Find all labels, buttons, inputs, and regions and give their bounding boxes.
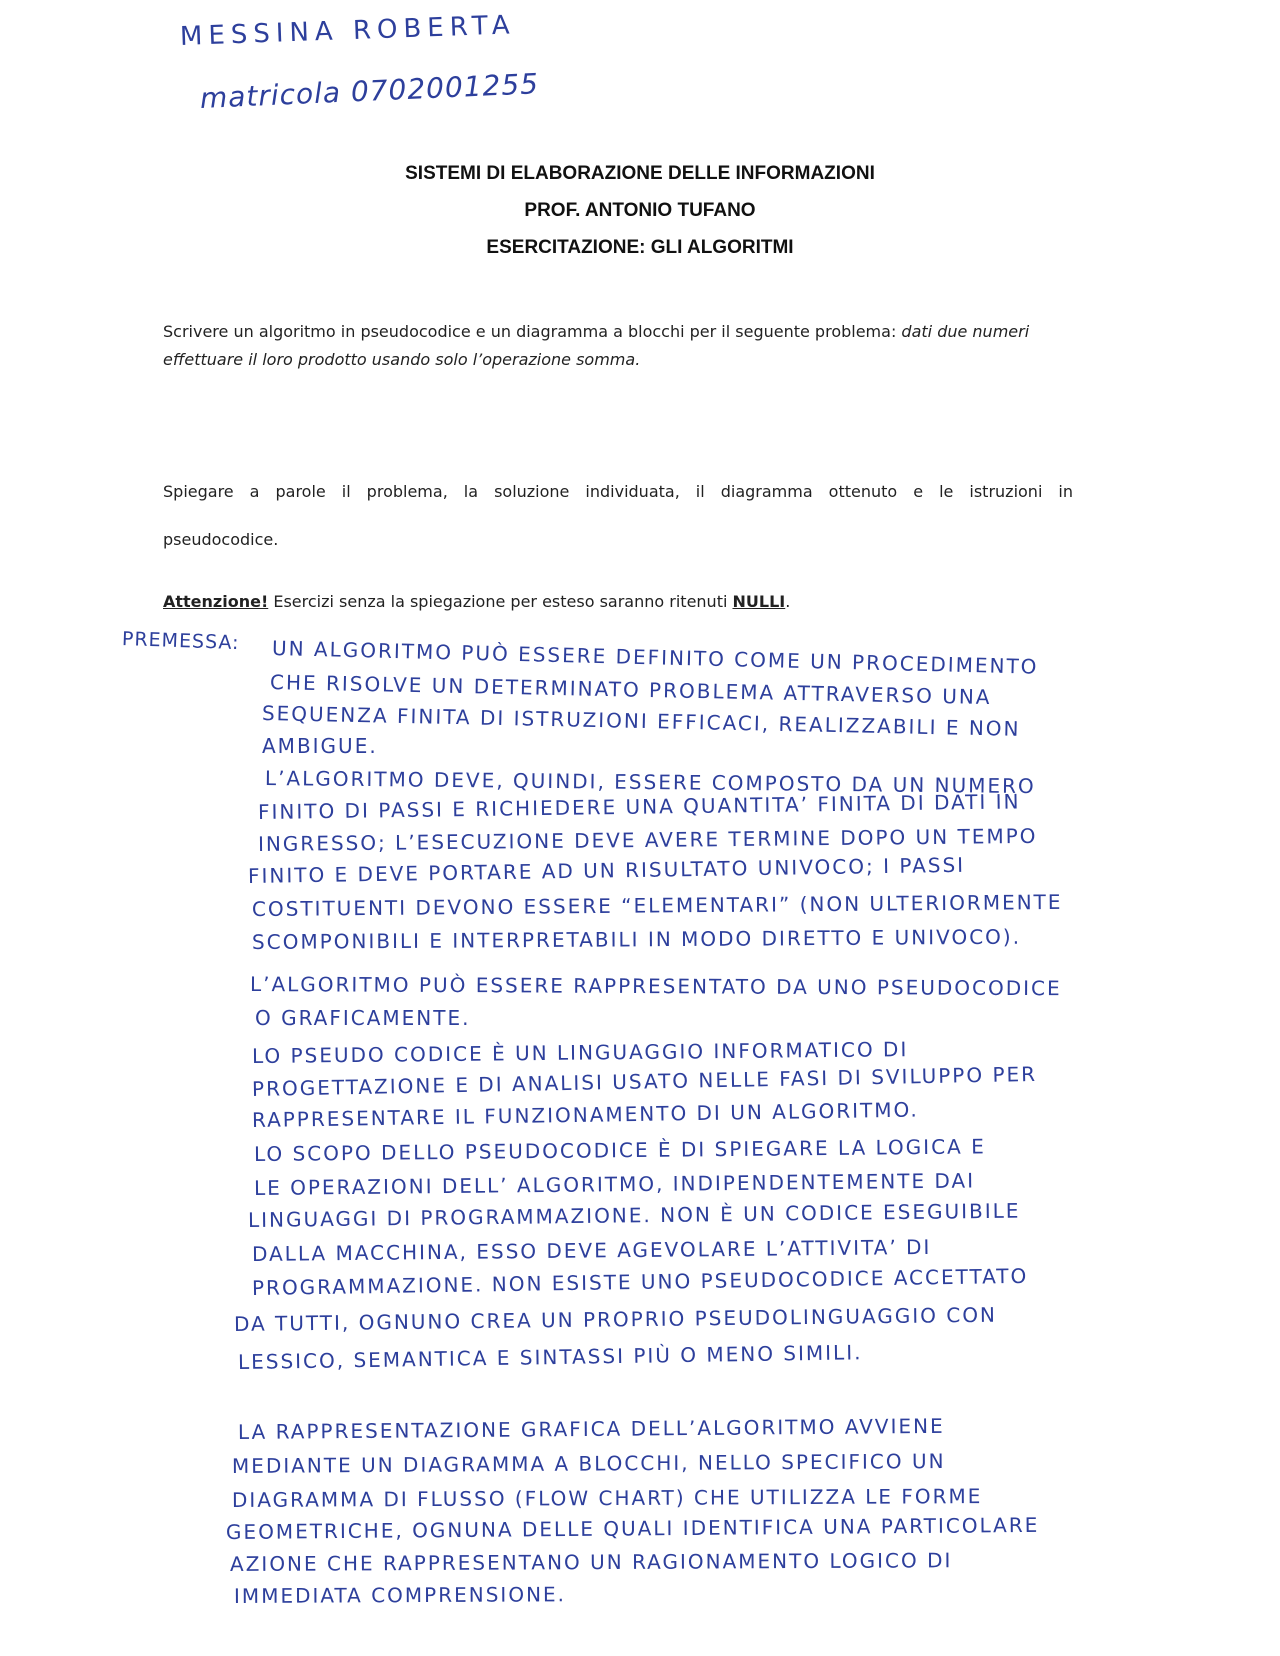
warning-notice	[163, 592, 790, 611]
task-intro: Scrivere un algoritmo in pseudocodice e un diagramma a blocchi per il seguente problema:	[163, 322, 902, 341]
answer-line: GEOMETRICHE, OGNUNA DELLE QUALI IDENTIFICA UNA PARTICOLARE	[225, 1512, 1040, 1544]
warning-text: Esercizi senza la spiegazione per esteso saranno ritenuti	[268, 592, 733, 611]
course-title: SISTEMI DI ELABORAZIONE DELLE INFORMAZIONI	[405, 163, 875, 184]
warning-attention: Attenzione!	[163, 592, 269, 611]
answer-line: DALLA MACCHINA, ESSO DEVE AGEVOLARE L’ATTIVITA’ DI	[251, 1234, 932, 1266]
answer-line: DIAGRAMMA DI FLUSSO (FLOW CHART) CHE UTILIZZA LE FORME	[231, 1484, 983, 1512]
answer-line: PROGETTAZIONE E DI ANALISI USATO NELLE FASI DI SVILUPPO PER	[251, 1061, 1038, 1101]
answer-line: IMMEDIATA COMPRENSIONE.	[233, 1582, 567, 1608]
answer-line: DA TUTTI, OGNUNO CREA UN PROPRIO PSEUDOLINGUAGGIO CON	[233, 1302, 998, 1336]
answer-line: LO SCOPO DELLO PSEUDOCODICE È DI SPIEGARE LA LOGICA E	[253, 1134, 986, 1166]
student-name: MESSINA ROBERTA	[179, 10, 516, 52]
answer-line: COSTITUENTI DEVONO ESSERE “ELEMENTARI” (NON ULTERIORMENTE	[251, 889, 1063, 921]
answer-line: INGRESSO; L’ESECUZIONE DEVE AVERE TERMINE DOPO UN TEMPO	[257, 823, 1038, 856]
answer-line: FINITO E DEVE PORTARE AD UN RISULTATO UNIVOCO; I PASSI	[247, 852, 966, 888]
answer-line: LO PSEUDO CODICE È UN LINGUAGGIO INFORMATICO DI	[251, 1037, 909, 1068]
explain-instruction: Spiegare a parole il problema, la soluzione individuata, il diagramma ottenuto e le istruzioni in pseudocodice.	[163, 482, 1073, 549]
answer-line: AMBIGUE.	[262, 734, 378, 758]
answer-line: O GRAFICAMENTE.	[255, 1006, 471, 1030]
document-header	[0, 155, 1280, 266]
exercise-title: ESERCITAZIONE: GLI ALGORITMI	[486, 237, 794, 258]
answer-line: L’ALGORITMO PUÒ ESSERE RAPPRESENTATO DA UNO PSEUDOCODICE	[249, 972, 1062, 1001]
answer-line: MEDIANTE UN DIAGRAMMA A BLOCCHI, NELLO SPECIFICO UN	[231, 1449, 946, 1478]
warning-nulli: NULLI	[732, 592, 786, 611]
answer-line: LINGUAGGI DI PROGRAMMAZIONE. NON È UN CODICE ESEGUIBILE	[247, 1198, 1021, 1232]
answer-line: L’ALGORITMO DEVE, QUINDI, ESSERE COMPOSTO DA UN NUMERO	[264, 766, 1036, 799]
answer-line: PROGRAMMAZIONE. NON ESISTE UNO PSEUDOCODICE ACCETTATO	[251, 1263, 1029, 1300]
answer-line: SCOMPONIBILI E INTERPRETABILI IN MODO DIRETTO E UNIVOCO).	[251, 924, 1022, 954]
task-statement	[163, 318, 1093, 374]
answer-line: LA RAPPRESENTAZIONE GRAFICA DELL’ALGORITMO AVVIENE	[237, 1413, 945, 1444]
warning-end: .	[785, 592, 791, 611]
answer-line: FINITO DI PASSI E RICHIEDERE UNA QUANTITA’ FINITA DI DATI IN	[257, 789, 1021, 824]
task-problem: dati due numeri effettuare il loro prodotto usando solo l’operazione somma.	[163, 322, 1030, 369]
professor-name: PROF. ANTONIO TUFANO	[524, 200, 756, 221]
answer-line: LE OPERAZIONI DELL’ ALGORITMO, INDIPENDENTEMENTE DAI	[253, 1168, 976, 1200]
answer-line: UN ALGORITMO PUÒ ESSERE DEFINITO COME UN PROCEDIMENTO	[271, 636, 1039, 679]
answer-line: AZIONE CHE RAPPRESENTANO UN RAGIONAMENTO LOGICO DI	[229, 1548, 953, 1576]
answer-line: CHE RISOLVE UN DETERMINATO PROBLEMA ATTRAVERSO UNA	[269, 670, 992, 710]
answer-line: LESSICO, SEMANTICA E SINTASSI PIÙ O MENO SIMILI.	[237, 1340, 863, 1374]
answer-line: SEQUENZA FINITA DI ISTRUZIONI EFFICACI, REALIZZABILI E NON	[261, 701, 1021, 741]
answer-line: RAPPRESENTARE IL FUNZIONAMENTO DI UN ALGORITMO.	[251, 1097, 919, 1132]
premessa-label: PREMESSA:	[121, 628, 240, 655]
student-matricola: matricola 0702001255	[199, 67, 540, 115]
